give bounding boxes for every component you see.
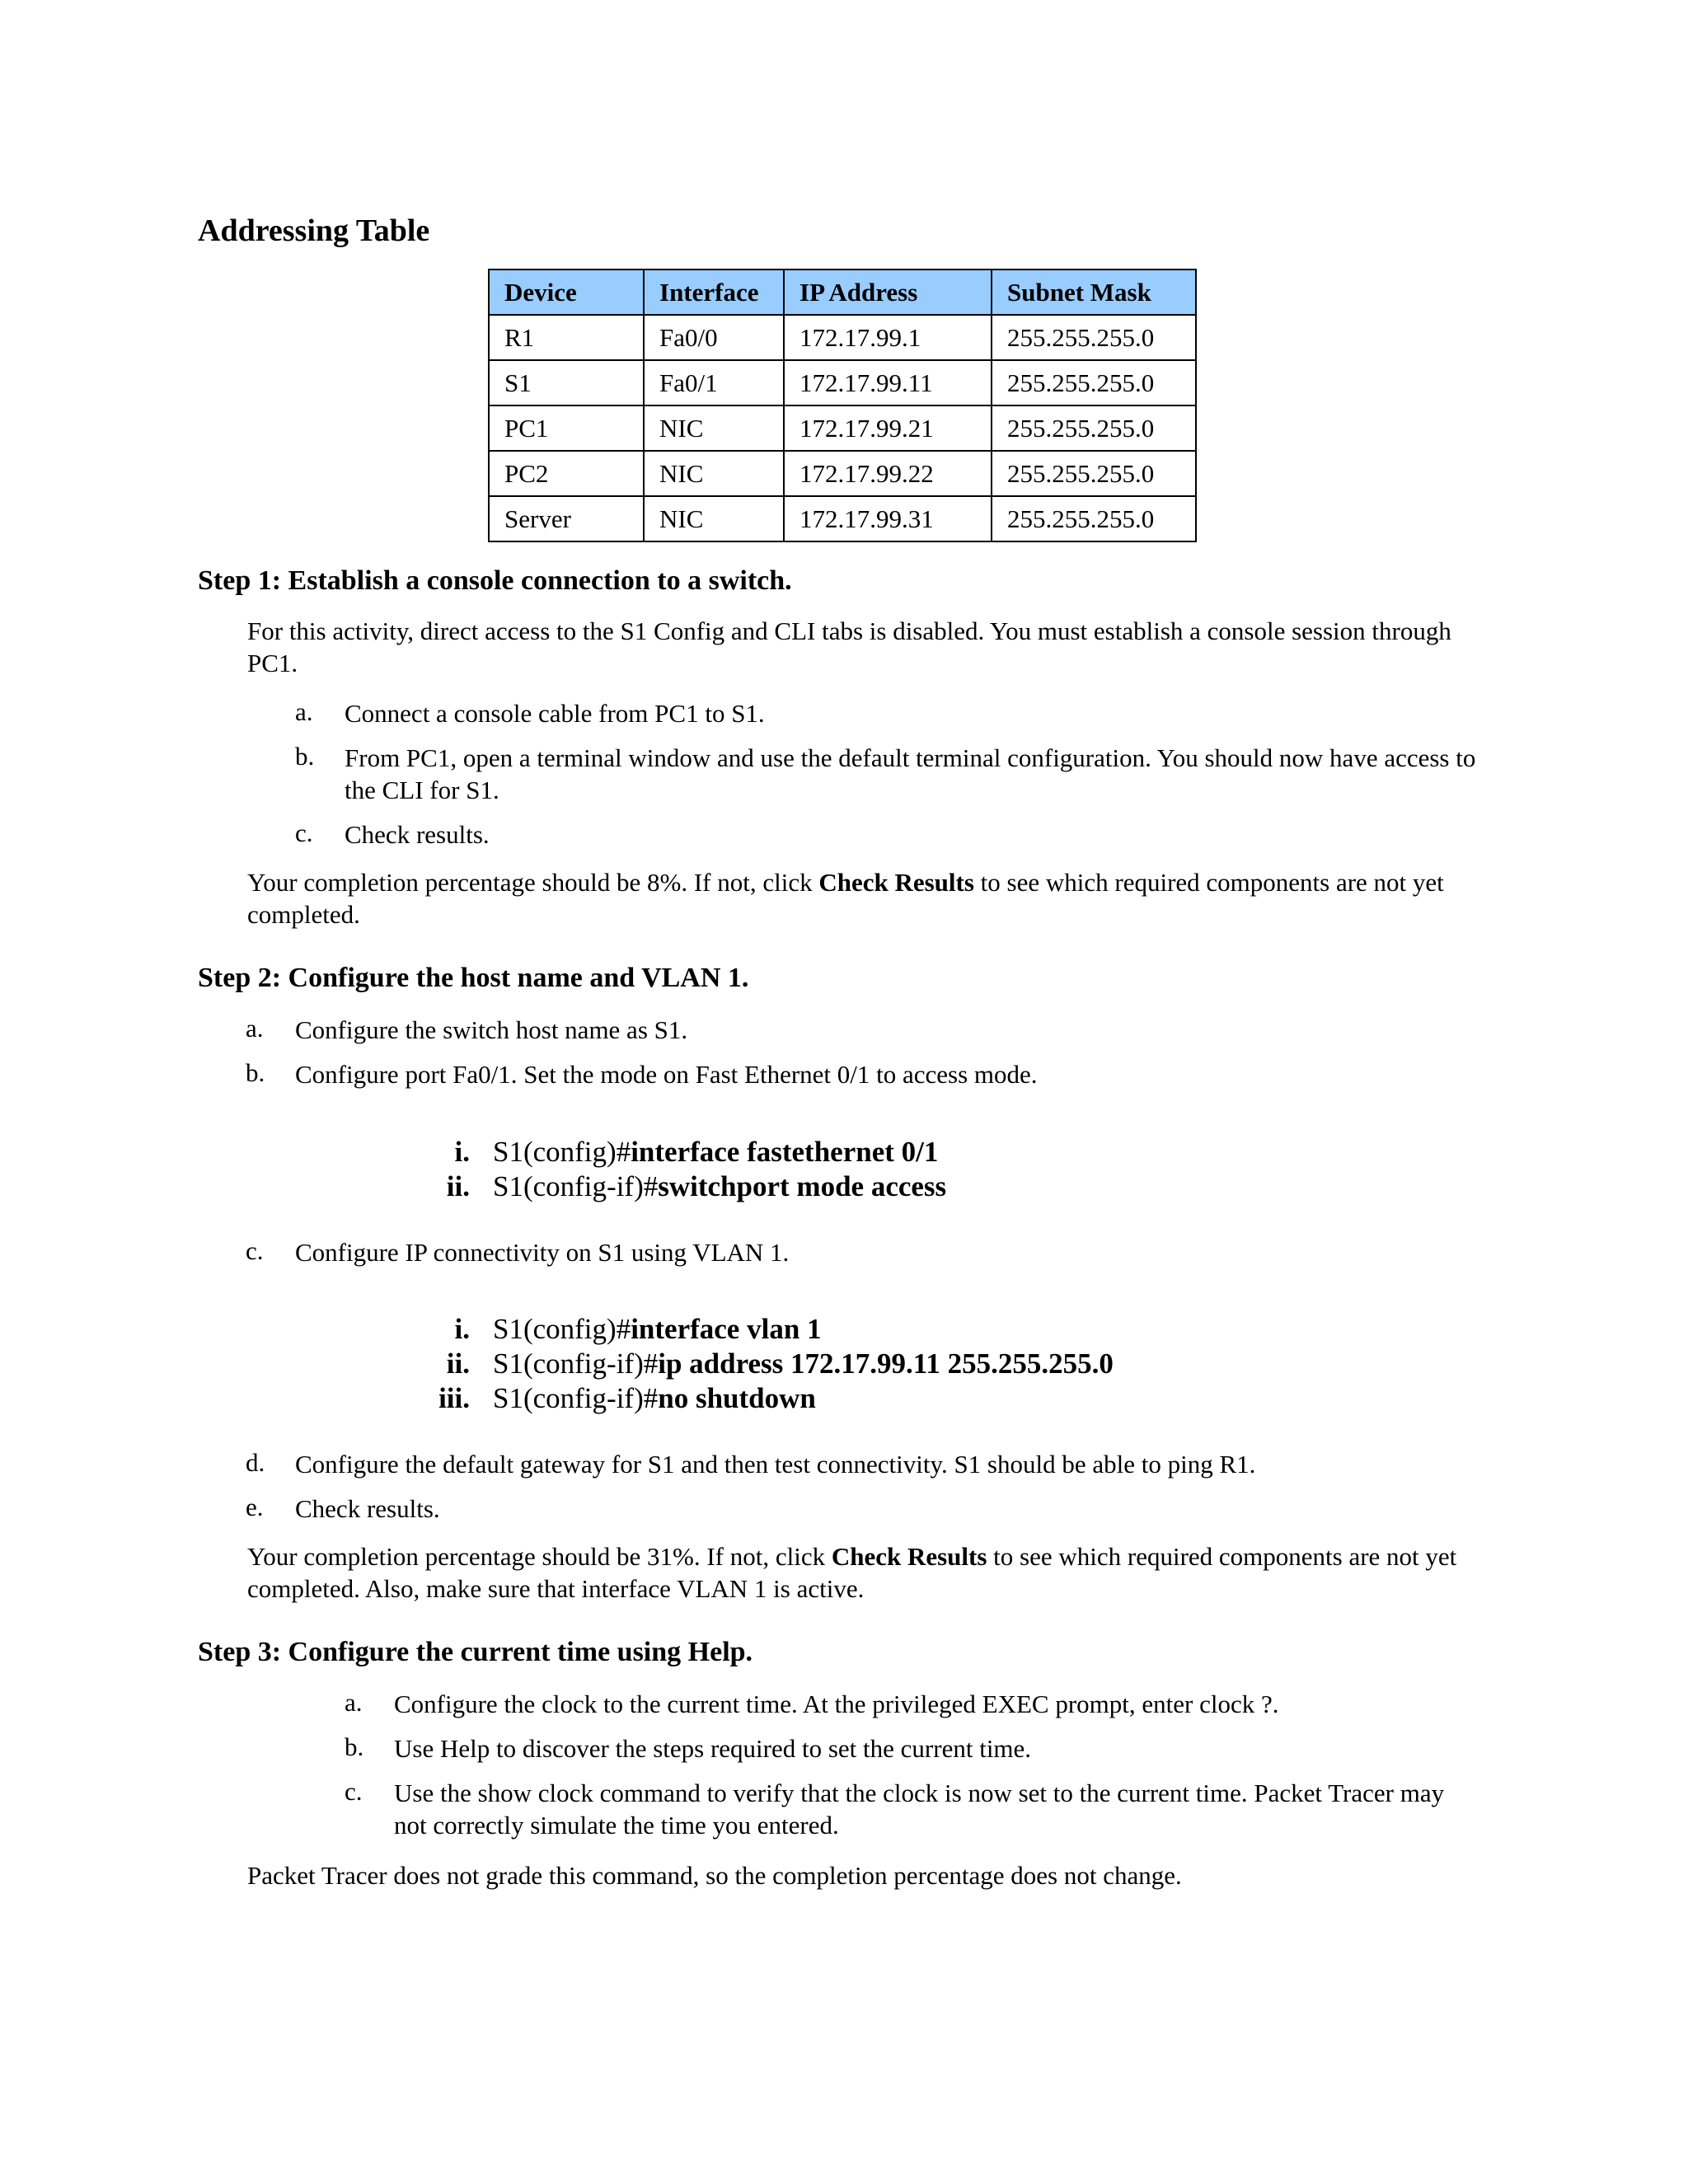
step3-item-a-label: a. xyxy=(345,1688,363,1717)
column-header-subnet-mask: Subnet Mask xyxy=(992,269,1196,315)
step1-item-c-text: Check results. xyxy=(345,820,490,849)
table-cell: 172.17.99.22 xyxy=(784,451,992,496)
column-header-ip-address: IP Address xyxy=(784,269,992,315)
step3-item-c-text: Use the show clock command to verify that the clock is now set to the current time. Packet Tracer may not correctly simulate the time you entered. xyxy=(394,1779,1445,1840)
step1-result xyxy=(247,866,1484,930)
step3-item-a-text: Configure the clock to the current time. At the privileged EXEC prompt, enter clock ?. xyxy=(394,1690,1279,1718)
step2-heading: Step 2: Configure the host name and VLAN 1. xyxy=(198,963,749,993)
table-row xyxy=(489,496,1196,541)
step2-item-d-text: Configure the default gateway for S1 and then test connectivity. S1 should be able to ping R1. xyxy=(295,1450,1256,1479)
table-cell: 255.255.255.0 xyxy=(992,496,1196,541)
table-cell: NIC xyxy=(644,451,784,496)
step2-item-e-text: Check results. xyxy=(295,1494,440,1523)
cmd-number: ii. xyxy=(446,1170,470,1202)
table-cell: 255.255.255.0 xyxy=(992,360,1196,405)
cli-command-line xyxy=(493,1347,1114,1380)
cli-command-line xyxy=(493,1170,946,1203)
step1-item-b-text: From PC1, open a terminal window and use the default terminal configuration. You should now have access to the CLI for S1. xyxy=(345,743,1476,804)
table-cell: NIC xyxy=(644,496,784,541)
cmd-number: ii. xyxy=(446,1347,470,1380)
step3-item-b-text: Use Help to discover the steps required to set the current time. xyxy=(394,1734,1032,1763)
step2-result-text-post: to see which required components are not yet completed. Also, make sure that interface VLAN 1 is active. xyxy=(247,1542,1457,1603)
step2-item-c-text: Configure IP connectivity on S1 using VLAN 1. xyxy=(295,1238,790,1267)
cli-prompt: S1(config-if)# xyxy=(493,1382,659,1414)
check-results-label: Check Results xyxy=(831,1542,987,1571)
cli-prompt: S1(config)# xyxy=(493,1313,631,1345)
table-cell: 172.17.99.21 xyxy=(784,405,992,451)
table-cell: 255.255.255.0 xyxy=(992,451,1196,496)
table-cell: Server xyxy=(489,496,644,541)
addressing-table-title: Addressing Table xyxy=(198,213,430,248)
addressing-table xyxy=(488,269,1197,542)
step1-heading: Step 1: Establish a console connection to a switch. xyxy=(198,565,792,596)
step2-item-b-text: Configure port Fa0/1. Set the mode on Fast Ethernet 0/1 to access mode. xyxy=(295,1060,1038,1089)
cli-command: no shutdown xyxy=(658,1382,816,1414)
table-row xyxy=(489,451,1196,496)
cli-command: ip address 172.17.99.11 255.255.255.0 xyxy=(658,1347,1114,1380)
table-cell: Fa0/0 xyxy=(644,315,784,360)
table-cell: 255.255.255.0 xyxy=(992,405,1196,451)
cmd-number: i. xyxy=(454,1313,470,1345)
step1-item-a-text: Connect a console cable from PC1 to S1. xyxy=(345,699,765,728)
column-header-interface: Interface xyxy=(644,269,784,315)
table-row xyxy=(489,360,1196,405)
cmd-number: iii. xyxy=(438,1382,470,1414)
check-results-label: Check Results xyxy=(818,868,974,897)
table-cell: Fa0/1 xyxy=(644,360,784,405)
cli-command-line xyxy=(493,1382,816,1415)
table-cell: 172.17.99.31 xyxy=(784,496,992,541)
step2-item-c-label: c. xyxy=(246,1236,264,1265)
table-cell: S1 xyxy=(489,360,644,405)
table-cell: NIC xyxy=(644,405,784,451)
step2-item-a-label: a. xyxy=(246,1014,264,1043)
table-cell: PC2 xyxy=(489,451,644,496)
cli-prompt: S1(config-if)# xyxy=(493,1170,659,1202)
table-cell: PC1 xyxy=(489,405,644,451)
cli-command: switchport mode access xyxy=(658,1170,947,1202)
table-row xyxy=(489,405,1196,451)
cli-command: interface vlan 1 xyxy=(631,1313,822,1345)
column-header-device: Device xyxy=(489,269,644,315)
step2-result xyxy=(247,1540,1484,1605)
step1-result-text-post: to see which required components are not yet completed. xyxy=(247,868,1444,929)
step1-result-text-pre: Your completion percentage should be 8%. If not, click xyxy=(247,868,819,897)
step3-heading: Step 3: Configure the current time using Help. xyxy=(198,1637,753,1667)
step1-item-b-label: b. xyxy=(295,742,315,771)
step2-item-d-label: d. xyxy=(246,1448,265,1477)
table-row xyxy=(489,315,1196,360)
table-cell: 172.17.99.11 xyxy=(784,360,992,405)
step1-intro: For this activity, direct access to the S1 Config and CLI tabs is disabled. You must establish a console session through PC1. xyxy=(247,616,1451,677)
table-header-row xyxy=(489,269,1196,315)
step2-item-a-text: Configure the switch host name as S1. xyxy=(295,1015,688,1044)
step2-item-e-label: e. xyxy=(246,1493,264,1521)
step1-item-c-label: c. xyxy=(295,818,313,847)
step3-item-b-label: b. xyxy=(345,1732,364,1761)
step2-item-b-label: b. xyxy=(246,1058,265,1087)
cmd-number: i. xyxy=(454,1136,470,1168)
cli-command-line xyxy=(493,1313,822,1346)
step1-item-a-label: a. xyxy=(295,697,313,726)
cli-command: interface fastethernet 0/1 xyxy=(631,1136,939,1168)
table-cell: 255.255.255.0 xyxy=(992,315,1196,360)
cli-prompt: S1(config)# xyxy=(493,1136,631,1168)
step3-item-c-label: c. xyxy=(345,1777,363,1806)
step3-footer: Packet Tracer does not grade this command, so the completion percentage does not change. xyxy=(247,1861,1182,1890)
table-cell: 172.17.99.1 xyxy=(784,315,992,360)
table-cell: R1 xyxy=(489,315,644,360)
cli-prompt: S1(config-if)# xyxy=(493,1347,659,1380)
cli-command-line xyxy=(493,1136,938,1169)
step2-result-text-pre: Your completion percentage should be 31%. If not, click xyxy=(247,1542,832,1571)
